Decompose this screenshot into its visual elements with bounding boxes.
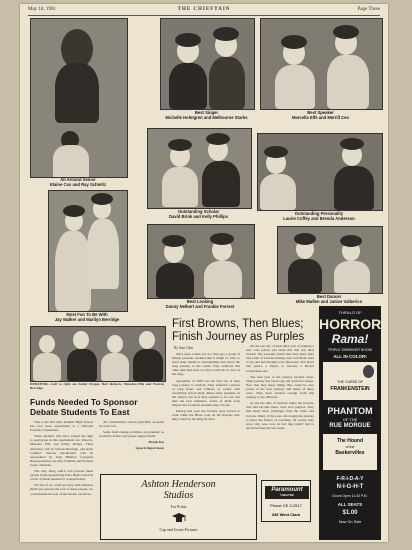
header-rule [28, 15, 380, 16]
headline-funds: Funds Needed To Sponsor Debate Students To East [30, 397, 138, 417]
issue-date: May 18, 1961 [28, 7, 56, 12]
page-number: Page Three [357, 7, 380, 12]
caption-outstanding-personality: Outstanding Personality Laurie Coffey and Brenda Anderson [283, 211, 355, 221]
movie-title1: HORROR [319, 316, 382, 332]
ad-horror-rama [319, 306, 381, 540]
browns-column-1: Once upon a time, not too long ago a group of simple peasants decided that it might be wise to leave their mediocre surroundings and travel the long journey to the castle. They believed that other men had done so; they would be as wise as the king. September of 1958 was the first day of their long journey to wisdom. They suffered a poison of long hours and reflexes of rooms with everything before them. Many other peasants on the subject felt as if they seemed to be lost, but then the new members. Some of them even helped less fortunate peasants they can see. During that year the browns were forced to walk while the Blues rode on the Purples who they called by the king for their [172, 352, 240, 422]
photo-best-looking [147, 224, 255, 299]
photo-outstanding-personality [257, 133, 383, 211]
movie-price: $1.00 [342, 510, 358, 516]
caption-best-looking: Best Looking Danny Nelbert and Frankie Forrest [165, 299, 235, 309]
movie-f2a: PHANTOM [327, 406, 373, 416]
browns-column-2: On the last day of their third year of training a new wise prince told them that this was their reward. The peasants found that they knew they had some of lead knowledge who told them what to say and had thought to be important. You leave this palace a Purple to become a Brown somewhere else. The next year of the journey became wiser. Their journey has been long and would be longer. Now that they knew things they could be very proud of the new journey and many of these were. They have learned enough from this journey to be a Browns. At last the time of wisdom came; the browns, who had become blues, were now purples. They had many more privileges than the blues and browns. Many of the ones who began the journey to leave the Palace of Learning. Of course they were only wise now, in fact they hadn't had to attend lectures the last week. [246, 344, 314, 430]
caption-best-speaker: Best Speaker Marcella Elfe and Merrill Ceo [291, 110, 350, 120]
photo-all-around-senior [30, 18, 128, 178]
paramount-logo: Paramount THEATRE [265, 486, 309, 499]
photo-outstanding-scholar [147, 128, 252, 209]
ad-ashton-sub: For Prints [170, 504, 187, 509]
paper-name: THE CHIEFTAIN [177, 7, 231, 12]
photo-best-singer [160, 18, 255, 110]
photo-best-speaker [260, 18, 383, 110]
ad-ashton-name1: Ashton Henderson [141, 479, 216, 490]
movie-time: Doors Open 11:30 P.M. [332, 494, 368, 498]
movie-poster-1: THE CURSE OF FRANKENSTEIN [323, 362, 377, 400]
caption-debaters: DEBATERS—Left to right are Kathy Draper, Bert Roberts, Marsden Elfe and Warren Berridge. [30, 382, 164, 391]
movie-title2: Rama! [331, 332, 369, 346]
ad-ashton-footer: Cap and Gown Pictures [159, 527, 198, 532]
funds-column-2: All contributions will be gratefully accepted in room 124. Some fund raising activities are planned, as would be dollars and please support them. Thank You Speech Department [99, 420, 164, 451]
caption-all-around-senior: All Around Senior Elaine Cox and Ray Schmitz [49, 177, 107, 187]
movie-night: N-I-G-H-T [336, 484, 364, 490]
photo-debaters [30, 326, 166, 382]
caption-best-dancer: Best Dancer Mike Mullen and Janice Valberico [295, 294, 363, 304]
movie-triple: TRIPLE SHRIEKER SHOW [327, 348, 373, 352]
photo-most-fun [48, 190, 128, 312]
headline-browns-blues-purples: First Browns, Then Blues; Finish Journey as Purples [172, 318, 305, 343]
ad-ashton-henderson [100, 474, 257, 540]
funds-column-1: This is the first time Pamella High School has ever been represented at a National Forensic tournament. Three students who have earned the right to participate in this tournament are: Roberts, Marsden Elfe and Kathy Draper. Their alternates will be Warren Berridge, and Arlie Lofland. Serious Declaration will be represented by Judy Hinkley. Congress Representatives are Ray Schmitz and Richard Jones, alternate. The only thing which will prevent these people from representing Pana High would be a lack of funds needed for transportation. We feel if we could get help with finances ($250 per person) the four of these people, we could handle the rest of the burden ourselves. [30, 420, 93, 496]
movie-color: ALL IN COLOR! [333, 354, 367, 359]
movie-poster-3: The Hound of the Baskervilles [323, 434, 377, 470]
graduation-cap-icon [171, 511, 187, 523]
movie-f2b: OF THE [342, 417, 358, 422]
caption-outstanding-scholar: Outstanding Scholar David Brink and Kelly Phillips [168, 209, 229, 219]
caption-best-singer: Best Singer Michelle Holmgren and Melbourne Starks [165, 110, 248, 120]
movie-sale: Now On Sale [338, 520, 362, 524]
ad-ashton-name2: Studios [163, 490, 194, 501]
article-byline: By Ann Glen [174, 346, 193, 350]
movie-f2c: RUE MORGUE [329, 423, 371, 429]
caption-most-fun: Most Fun To Be With Jay Walker and Marilyn Berridge [54, 312, 120, 322]
movie-seats: ALL SEATS [337, 502, 363, 507]
photo-best-dancer [277, 226, 383, 294]
ad-paramount [261, 480, 311, 522]
paramount-address: 336 West Clark [271, 512, 301, 517]
movie-day: F-R-I-D-A-Y [336, 476, 364, 482]
movie-top: THRILLS OF [338, 310, 362, 315]
paramount-phone: Phone CE 2-2517 [270, 503, 302, 508]
